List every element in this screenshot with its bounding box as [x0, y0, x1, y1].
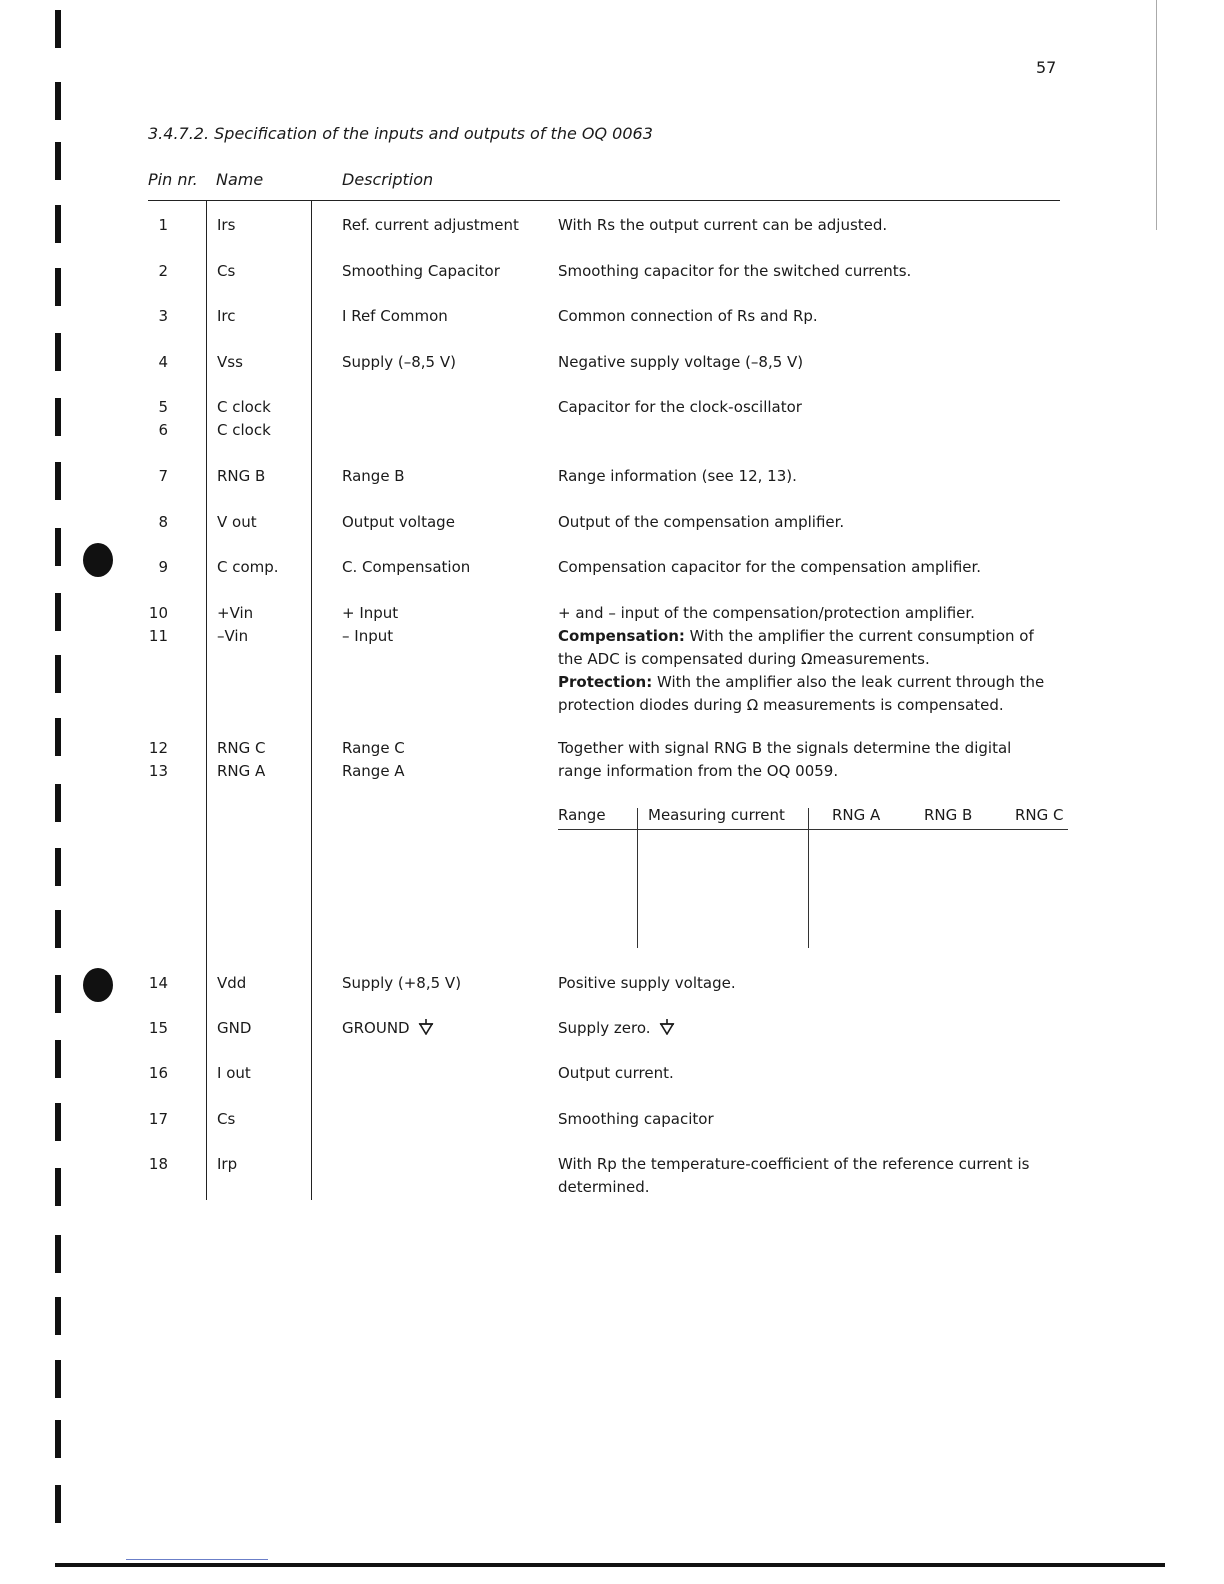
pin-name — [217, 214, 235, 237]
pin-number-line: 6 — [158, 421, 168, 439]
pin-number-line: 7 — [158, 467, 168, 485]
pin-name — [217, 511, 257, 534]
pin-name — [217, 556, 279, 579]
pin-description-line: Output voltage — [342, 513, 455, 531]
pin-name — [217, 465, 265, 488]
pin-detail — [558, 737, 1058, 783]
margin-mark — [55, 268, 61, 306]
pin-description-line: I Ref Common — [342, 307, 448, 325]
range-table-header: Measuring current — [648, 806, 785, 824]
pin-name-line: C clock — [217, 421, 271, 439]
margin-mark — [55, 848, 61, 886]
pin-name-line: I out — [217, 1064, 251, 1082]
pin-name-line: Irp — [217, 1155, 238, 1173]
pin-detail — [558, 1017, 1058, 1040]
column-divider — [311, 200, 312, 1200]
pin-number-line: 18 — [148, 1155, 168, 1173]
margin-mark — [55, 142, 61, 180]
pin-name-line: Vss — [217, 353, 243, 371]
pin-detail-line: Output current. — [558, 1064, 674, 1082]
pin-name-line: GND — [217, 1019, 252, 1037]
header-name: Name — [216, 170, 264, 189]
margin-mark — [55, 910, 61, 948]
pin-detail-line: Together with signal RNG B the signals determine the digital — [558, 739, 1012, 757]
pin-description-line: Smoothing Capacitor — [342, 262, 500, 280]
margin-mark — [55, 1103, 61, 1141]
pin-name-line: V out — [217, 513, 257, 531]
pin-name-line: RNG A — [217, 762, 266, 780]
punch-hole — [83, 543, 113, 577]
range-table-header: RNG A — [832, 806, 881, 824]
margin-mark — [55, 1297, 61, 1335]
pin-name — [217, 972, 246, 995]
punch-hole — [83, 968, 113, 1002]
margin-mark — [55, 593, 61, 631]
pin-description — [342, 556, 470, 579]
pin-number-line: 1 — [158, 216, 168, 234]
pin-number-line: 9 — [158, 558, 168, 576]
detail-label: Protection: — [558, 673, 653, 691]
pin-detail-line — [558, 671, 1058, 694]
page-bottom-bar — [55, 1563, 1165, 1567]
margin-mark — [55, 82, 61, 120]
pin-name — [217, 260, 235, 283]
pin-detail — [558, 305, 1058, 328]
pin-name — [217, 1017, 251, 1040]
ground-icon — [418, 1019, 434, 1035]
pin-name-line: Vdd — [217, 974, 247, 992]
pin-description-line: Range C — [342, 739, 405, 757]
page-bottom-blue-line — [126, 1559, 268, 1560]
pin-number — [148, 305, 168, 328]
pin-name — [217, 602, 253, 648]
pin-description — [342, 972, 461, 995]
pin-detail-line: Smoothing capacitor — [558, 1110, 714, 1128]
pin-number-line: 3 — [158, 307, 168, 325]
pin-description-line: Range A — [342, 762, 405, 780]
header-pin: Pin nr. — [148, 170, 198, 189]
margin-mark — [55, 1040, 61, 1078]
pin-number — [148, 1062, 168, 1085]
pin-name-line: Cs — [217, 1110, 236, 1128]
pin-description — [342, 260, 500, 283]
pin-description-line: – Input — [342, 627, 394, 645]
pin-detail-line: + and – input of the compensation/protection amplifier. — [558, 604, 975, 622]
margin-mark — [55, 1360, 61, 1398]
pin-name-line: C comp. — [217, 558, 279, 576]
range-table-rule — [558, 829, 1068, 830]
pin-detail — [558, 1062, 1058, 1085]
header-rule — [148, 200, 1060, 201]
range-table-header: Range — [558, 806, 606, 824]
pin-detail — [558, 972, 1058, 995]
detail-text: With the amplifier the current consumption of — [689, 627, 1034, 645]
pin-detail — [558, 214, 1058, 237]
pin-number — [148, 260, 168, 283]
pin-description — [342, 511, 455, 534]
pin-description-line: Ref. current adjustment — [342, 216, 519, 234]
pin-description-line: GROUND — [342, 1017, 434, 1040]
pin-detail — [558, 602, 1058, 717]
pin-detail — [558, 351, 1058, 374]
pin-description — [342, 214, 519, 237]
pin-name-line: +Vin — [217, 604, 254, 622]
pin-detail — [558, 511, 1058, 534]
pin-detail-line: Range information (see 12, 13). — [558, 467, 797, 485]
detail-label: Compensation: — [558, 627, 685, 645]
pin-number-line: 2 — [158, 262, 168, 280]
pin-number-line: 16 — [148, 1064, 168, 1082]
pin-detail-line: Capacitor for the clock-oscillator — [558, 398, 802, 416]
pin-description — [342, 602, 398, 648]
margin-mark — [55, 1420, 61, 1458]
pin-number-line: 13 — [148, 762, 168, 780]
margin-mark — [55, 205, 61, 243]
pin-number — [148, 1153, 168, 1176]
pin-detail-line: Common connection of Rs and Rp. — [558, 307, 818, 325]
pin-number-line: 12 — [148, 739, 168, 757]
pin-number — [148, 351, 168, 374]
pin-name-line: Irs — [217, 216, 236, 234]
pin-detail-line: Negative supply voltage (–8,5 V) — [558, 353, 804, 371]
range-table-header: RNG B — [924, 806, 973, 824]
pin-name-line: –Vin — [217, 627, 249, 645]
pin-detail-line: determined. — [558, 1178, 650, 1196]
pin-description — [342, 737, 405, 783]
page-edge-line — [1156, 0, 1157, 230]
pin-number-line: 17 — [148, 1110, 168, 1128]
margin-mark — [55, 975, 61, 1013]
margin-mark — [55, 655, 61, 693]
pin-number — [148, 737, 168, 783]
margin-mark — [55, 333, 61, 371]
pin-description-line: + Input — [342, 604, 399, 622]
pin-description — [342, 305, 448, 328]
margin-mark — [55, 528, 61, 566]
pin-number-line: 8 — [158, 513, 168, 531]
pin-detail — [558, 260, 1058, 283]
pin-description-line: C. Compensation — [342, 558, 471, 576]
page-number: 57 — [1036, 58, 1057, 77]
pin-detail-line: Smoothing capacitor for the switched currents. — [558, 262, 912, 280]
pin-number — [148, 556, 168, 579]
pin-number-line: 15 — [148, 1019, 168, 1037]
section-title: 3.4.7.2. Specification of the inputs and outputs of the OQ 0063 — [148, 124, 653, 143]
pin-description-line: Supply (+8,5 V) — [342, 974, 462, 992]
pin-number — [148, 214, 168, 237]
pin-number — [148, 1108, 168, 1131]
pin-description — [342, 351, 456, 374]
pin-detail — [558, 396, 1058, 419]
pin-detail-line: Positive supply voltage. — [558, 974, 736, 992]
pin-detail-line: With Rp the temperature-coefficient of the reference current is — [558, 1155, 1030, 1173]
pin-detail-line: Output of the compensation amplifier. — [558, 513, 845, 531]
range-table-divider — [637, 808, 638, 948]
pin-number — [148, 1017, 168, 1040]
pin-number — [148, 396, 168, 442]
pin-name — [217, 737, 266, 783]
column-divider — [206, 200, 207, 1200]
pin-detail — [558, 465, 1058, 488]
pin-description-line: Range B — [342, 467, 405, 485]
pin-detail — [558, 1153, 1058, 1199]
margin-mark — [55, 398, 61, 436]
pin-description — [342, 465, 405, 488]
pin-name-line: Cs — [217, 262, 236, 280]
margin-mark — [55, 462, 61, 500]
pin-name-line: RNG C — [217, 739, 266, 757]
pin-number-line: 10 — [148, 604, 168, 622]
margin-mark — [55, 784, 61, 822]
pin-name — [217, 396, 271, 442]
pin-number-line: 4 — [158, 353, 168, 371]
pin-detail-line: protection diodes during Ω measurements is compensated. — [558, 696, 1004, 714]
margin-mark — [55, 1168, 61, 1206]
pin-name — [217, 1153, 237, 1176]
pin-name-line: Irc — [217, 307, 236, 325]
margin-mark — [55, 10, 61, 48]
range-table-header: RNG C — [1015, 806, 1064, 824]
pin-name — [217, 351, 243, 374]
pin-description — [342, 1017, 434, 1040]
pin-detail-line: range information from the OQ 0059. — [558, 762, 839, 780]
pin-detail-line: With Rs the output current can be adjusted. — [558, 216, 888, 234]
detail-text: With the amplifier also the leak current through the — [657, 673, 1045, 691]
pin-number-line: 5 — [158, 398, 168, 416]
pin-name — [217, 1062, 251, 1085]
pin-number-line: 14 — [148, 974, 168, 992]
pin-name — [217, 1108, 235, 1131]
margin-mark — [55, 718, 61, 756]
pin-name-line: RNG B — [217, 467, 266, 485]
pin-number — [148, 511, 168, 534]
pin-detail-line: Supply zero. — [558, 1017, 1058, 1040]
margin-mark — [55, 1235, 61, 1273]
pin-detail-line: the ADC is compensated during Ωmeasurements. — [558, 650, 930, 668]
pin-number — [148, 972, 168, 995]
pin-description-line: Supply (–8,5 V) — [342, 353, 456, 371]
pin-number — [148, 465, 168, 488]
header-description: Description — [342, 170, 434, 189]
ground-icon — [659, 1019, 675, 1035]
pin-detail-line — [558, 625, 1058, 648]
pin-detail-line: Compensation capacitor for the compensation amplifier. — [558, 558, 982, 576]
margin-mark — [55, 1485, 61, 1523]
pin-detail — [558, 556, 1058, 579]
pin-name-line: C clock — [217, 398, 271, 416]
range-table-divider — [808, 808, 809, 948]
pin-name — [217, 305, 236, 328]
pin-detail — [558, 1108, 1058, 1131]
pin-number — [148, 602, 168, 648]
pin-number-line: 11 — [148, 627, 168, 645]
